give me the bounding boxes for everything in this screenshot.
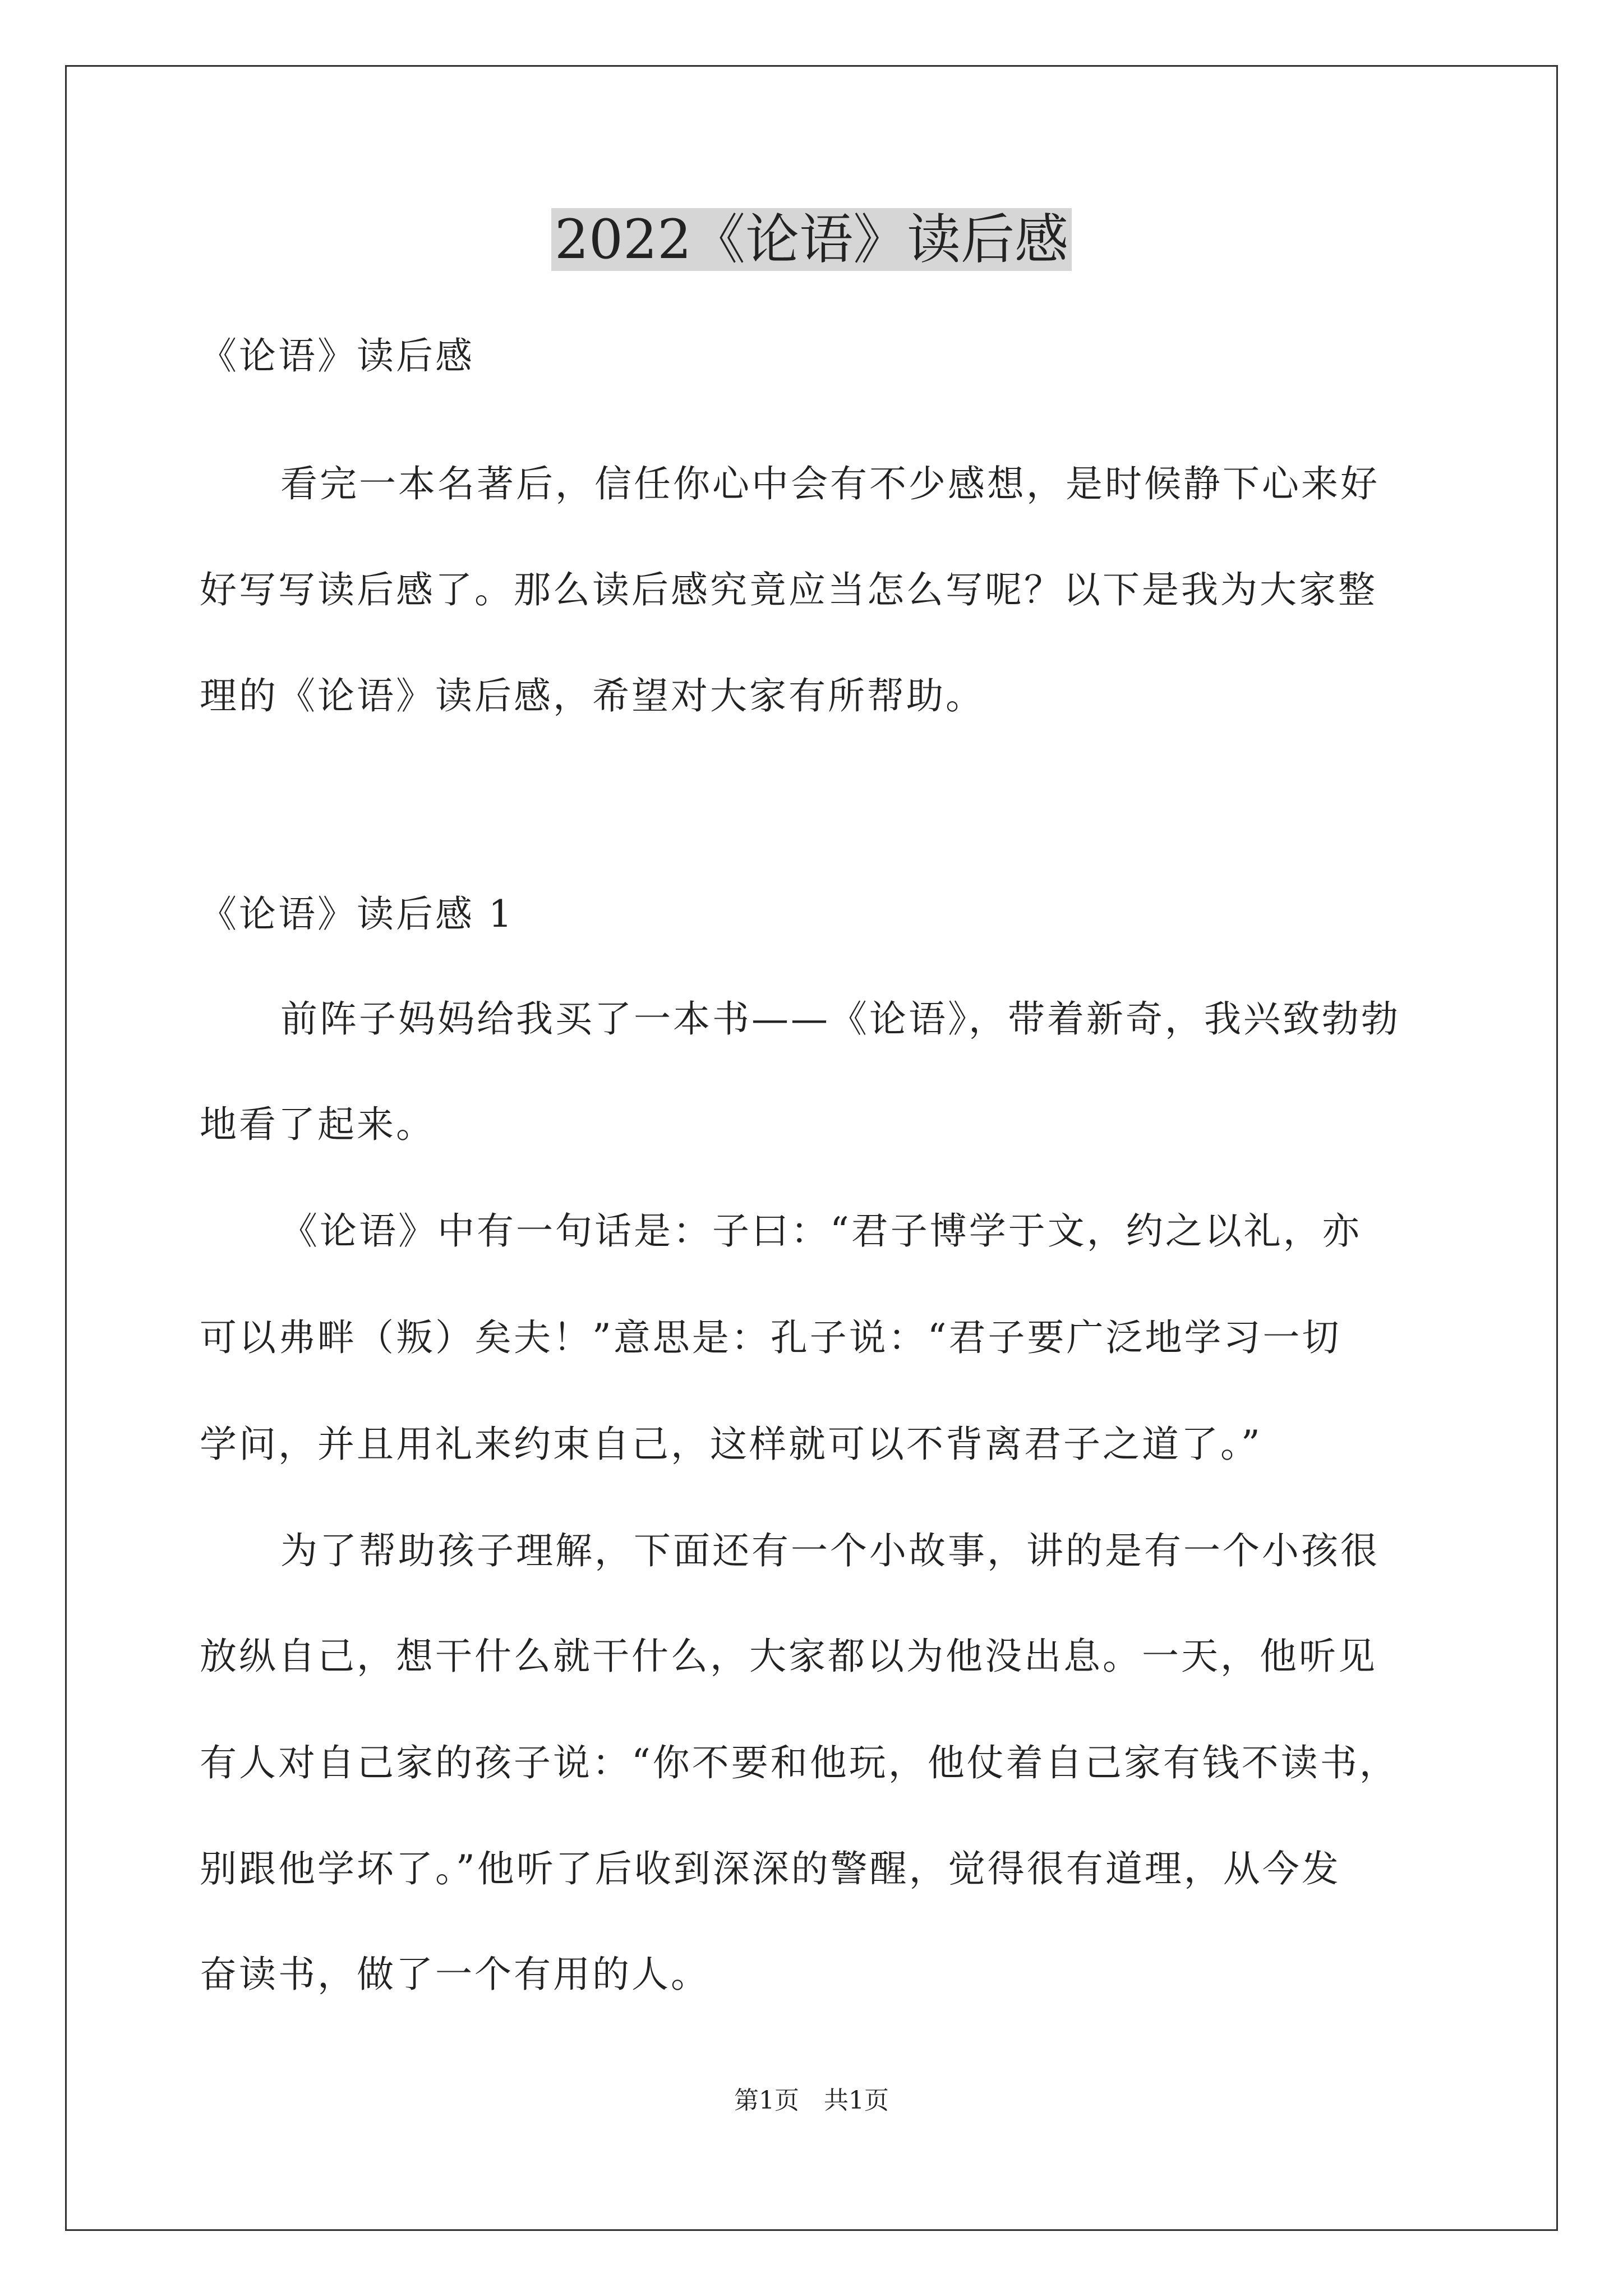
paragraph-line: 可以弗畔（叛）矣夫！”意思是：孔子说：“君子要广泛地学习一切 (200, 1316, 1341, 1359)
paragraph-line: 别跟他学坏了。”他听了后收到深深的警醒，觉得很有道理，从今发 (200, 1847, 1341, 1890)
paragraph-line: 放纵自己，想干什么就干什么，大家都以为他没出息。一天，他听见 (200, 1635, 1377, 1678)
paragraph-line: 奋读书，做了一个有用的人。 (200, 1953, 710, 1996)
subtitle: 《论语》读后感 (200, 334, 474, 378)
intro-line: 好写写读后感了。那么读后感究竟应当怎么写呢？以下是我为大家整 (200, 568, 1377, 611)
intro-line: 理的《论语》读后感，希望对大家有所帮助。 (200, 674, 985, 717)
page-footer: 第1页 共1页 (734, 2086, 889, 2115)
paragraph-line: 有人对自己家的孩子说：“你不要和他玩，他仗着自己家有钱不读书， (200, 1741, 1399, 1784)
paragraph-line: 地看了起来。 (200, 1103, 435, 1146)
paragraph-line: 前阵子妈妈给我买了一本书——《论语》，带着新奇，我兴致勃勃 (280, 997, 1400, 1041)
paragraph-line: 《论语》中有一句话是：子曰：“君子博学于文，约之以礼，亦 (280, 1209, 1362, 1253)
section-heading: 《论语》读后感 1 (200, 892, 514, 936)
paragraph-line: 为了帮助孩子理解，下面还有一个小故事，讲的是有一个小孩很 (280, 1529, 1380, 1572)
intro-line: 看完一本名著后，信任你心中会有不少感想，是时候静下心来好 (280, 462, 1380, 505)
paragraph-line: 学问，并且用礼来约束自己，这样就可以不背离君子之道了。” (200, 1423, 1262, 1466)
document-title: 2022《论语》读后感 (0, 203, 1623, 276)
